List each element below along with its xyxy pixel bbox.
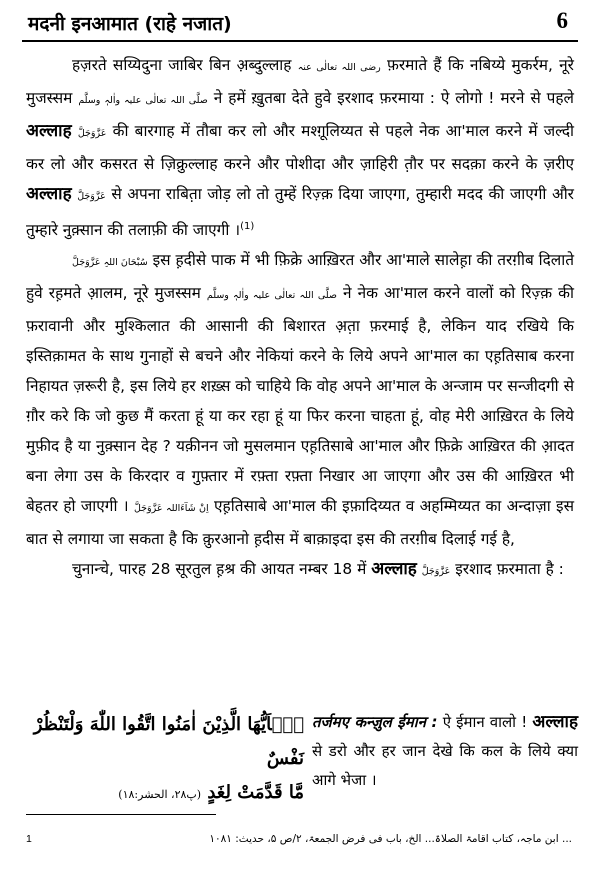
footnote <box>26 830 572 848</box>
verse-translation <box>312 708 578 795</box>
honorific-subhan: سُبْحَانَ اللہِ عَزَّوَجَلَّ <box>72 257 148 269</box>
honorific-azza: عَزَّوَجَلَّ <box>77 128 107 139</box>
ayah-reference: (پ۲۸، الحشر:۱۸) <box>118 788 202 801</box>
footnote-number: 1 <box>26 833 32 845</box>
para1-text-5: से अपना राबित़ा जोड़ लो तो तुम्हें रिज़्क़ दिया जाएगा, तुम्हारी मदद की जाएगी और तुम्हारे नुक़्सान की तलाफ़ी की जाएगी । <box>26 185 574 240</box>
honorific-azza: عَزَّوَجَلَّ <box>421 566 451 578</box>
para2-text-3: एह़तिसाबे आ'माल की इफ़ादिय्यत व अहम्मिय्यत का अन्दाज़ा इस बात से लगाया जा सकता है कि क़ुरआनो ह़दीस में बाक़ाइदा इस की तरग़ीब दिलाई गई है, <box>26 497 575 549</box>
para3-text-2: इरशाद फ़रमाता है : <box>455 560 564 579</box>
para1-text-1: हज़रते सय्यिदुना जाबिर बिन अ़ब्दुल्लाह <box>72 56 292 74</box>
verse-section <box>22 708 578 802</box>
verse-line-2-text: مَّا قَدَّمَتْ لِغَدٍ <box>207 782 304 803</box>
paragraph-3 <box>26 554 574 587</box>
quran-verse <box>22 708 304 812</box>
page-number: 6 <box>556 8 568 33</box>
footnote-divider <box>26 814 216 815</box>
allah-word: अल्लाह <box>26 121 72 141</box>
para1-text-4: की बारगाह में तौबा कर लो और मश्ग़ूलिय्यत से पहले नेक आ'माल करने में जल्दी कर लो और कसरत से ज़िक्रुल्लाह करने और पोशीदा और ज़ाहिरी त़ौर पर सदक़ा करने के ज़रीए <box>26 122 574 173</box>
honorific-salla: صلَّی اللہ تعالٰی علیہ واٰلہٖ وسلَّم <box>206 290 337 302</box>
translation-text-1: ऐ ईमान वालो ! <box>442 713 528 731</box>
footnote-reference[interactable]: (1) <box>240 221 255 232</box>
para2-text-2: ने नेक आ'माल करने वालों को रिज़्क़ की फ़रावानी और मुश्किलात की आसानी की बिशारत अ़त़ा फ़रमाई है, लेकिन याद रखिये कि इस्तिक़ामत के साथ गुनाहों से बचने और नेकियां करने के लिये अपने आ'माल का एह़तिसाब करना निहायत ज़रूरी है, इस लिये हर शख़्स को चाहिये कि वोह अपने आ'माल के अन्जाम पर सन्जीदगी से ग़ौर करे कि जो कुछ मैं करता हूं या कर रहा हूं या फिर करना चाहता हूं, वोह मेरी आख़िरत के लिये मुफ़ीद है या नुक़्सान देह ? यक़ीनन जो मुसलमान एह़तिसाबे आ'माल और फ़िक्रे आख़िरत की आ़दत बना लेगा उस के किरदार व गुफ़्तार में रफ़्ता रफ़्ता निखार आ जाएगा और उस की आख़िरत भी बेहतर हो जाएगी । <box>26 284 574 516</box>
allah-word: अल्लाह <box>532 712 578 732</box>
translation-label: तर्जमए कन्ज़ुल ईमान : <box>312 713 438 731</box>
allah-word: अल्लाह <box>371 559 417 580</box>
honorific-salla: صلَّی اللہ تعالٰی علیہ واٰلہٖ وسلَّم <box>78 95 208 106</box>
honorific-insha: اِنْ شَآءَاللہ عَزَّوَجَلَّ <box>133 503 209 515</box>
allah-word: अल्लाह <box>26 184 72 204</box>
honorific-azza: عَزَّوَجَلَّ <box>77 191 106 202</box>
para1-text-3: ने हमें ख़ुतबा देते हुवे इरशाद फ़रमाया : ऐ लोगो ! मरने से पहले <box>213 89 574 107</box>
page-header <box>22 4 578 42</box>
paragraph-1 <box>26 50 574 245</box>
para2-text-1: इस ह़दीसे पाक में भी फ़िक्रे आख़िरत और आ'माले सालेह़ा की तरग़ीब दिलाते हुवे रह़मते आ़लम, नूरे मुजस्सम <box>26 251 574 303</box>
footnote-text: ... ابن ماجہ، کتاب اقامۃ الصلاۃ... الخ، باب فی فرض الجمعۃ، ۲/ص ۵، حدیث: ۱۰۸۱ <box>209 833 572 845</box>
paragraph-2 <box>26 245 574 554</box>
verse-line-1: يٰۤاَيُّهَا الَّذِيْنَ اٰمَنُوا اتَّقُوا اللّٰهَ وَلْتَنْظُرْ نَفْسٌ <box>33 714 304 769</box>
verse-line-2 <box>22 776 304 812</box>
main-text <box>26 50 574 587</box>
para1-text-2: फ़रमाते हैं कि नबिय्ये मुकर्रम, नूरे मुजस्सम <box>26 56 574 107</box>
honorific-razi: رضی اللہ تعالٰی عنہ <box>297 62 381 73</box>
translation-text-2: से डरो और हर जान देखे कि कल के लिये क्या आगे भेजा । <box>312 742 578 789</box>
para3-text-1: चुनान्चे, पारह 28 सूरतुल ह़श्र की आयत नम्बर 18 में <box>72 560 367 579</box>
running-title: मदनी इनआमात (राहे नजात) <box>28 13 232 35</box>
